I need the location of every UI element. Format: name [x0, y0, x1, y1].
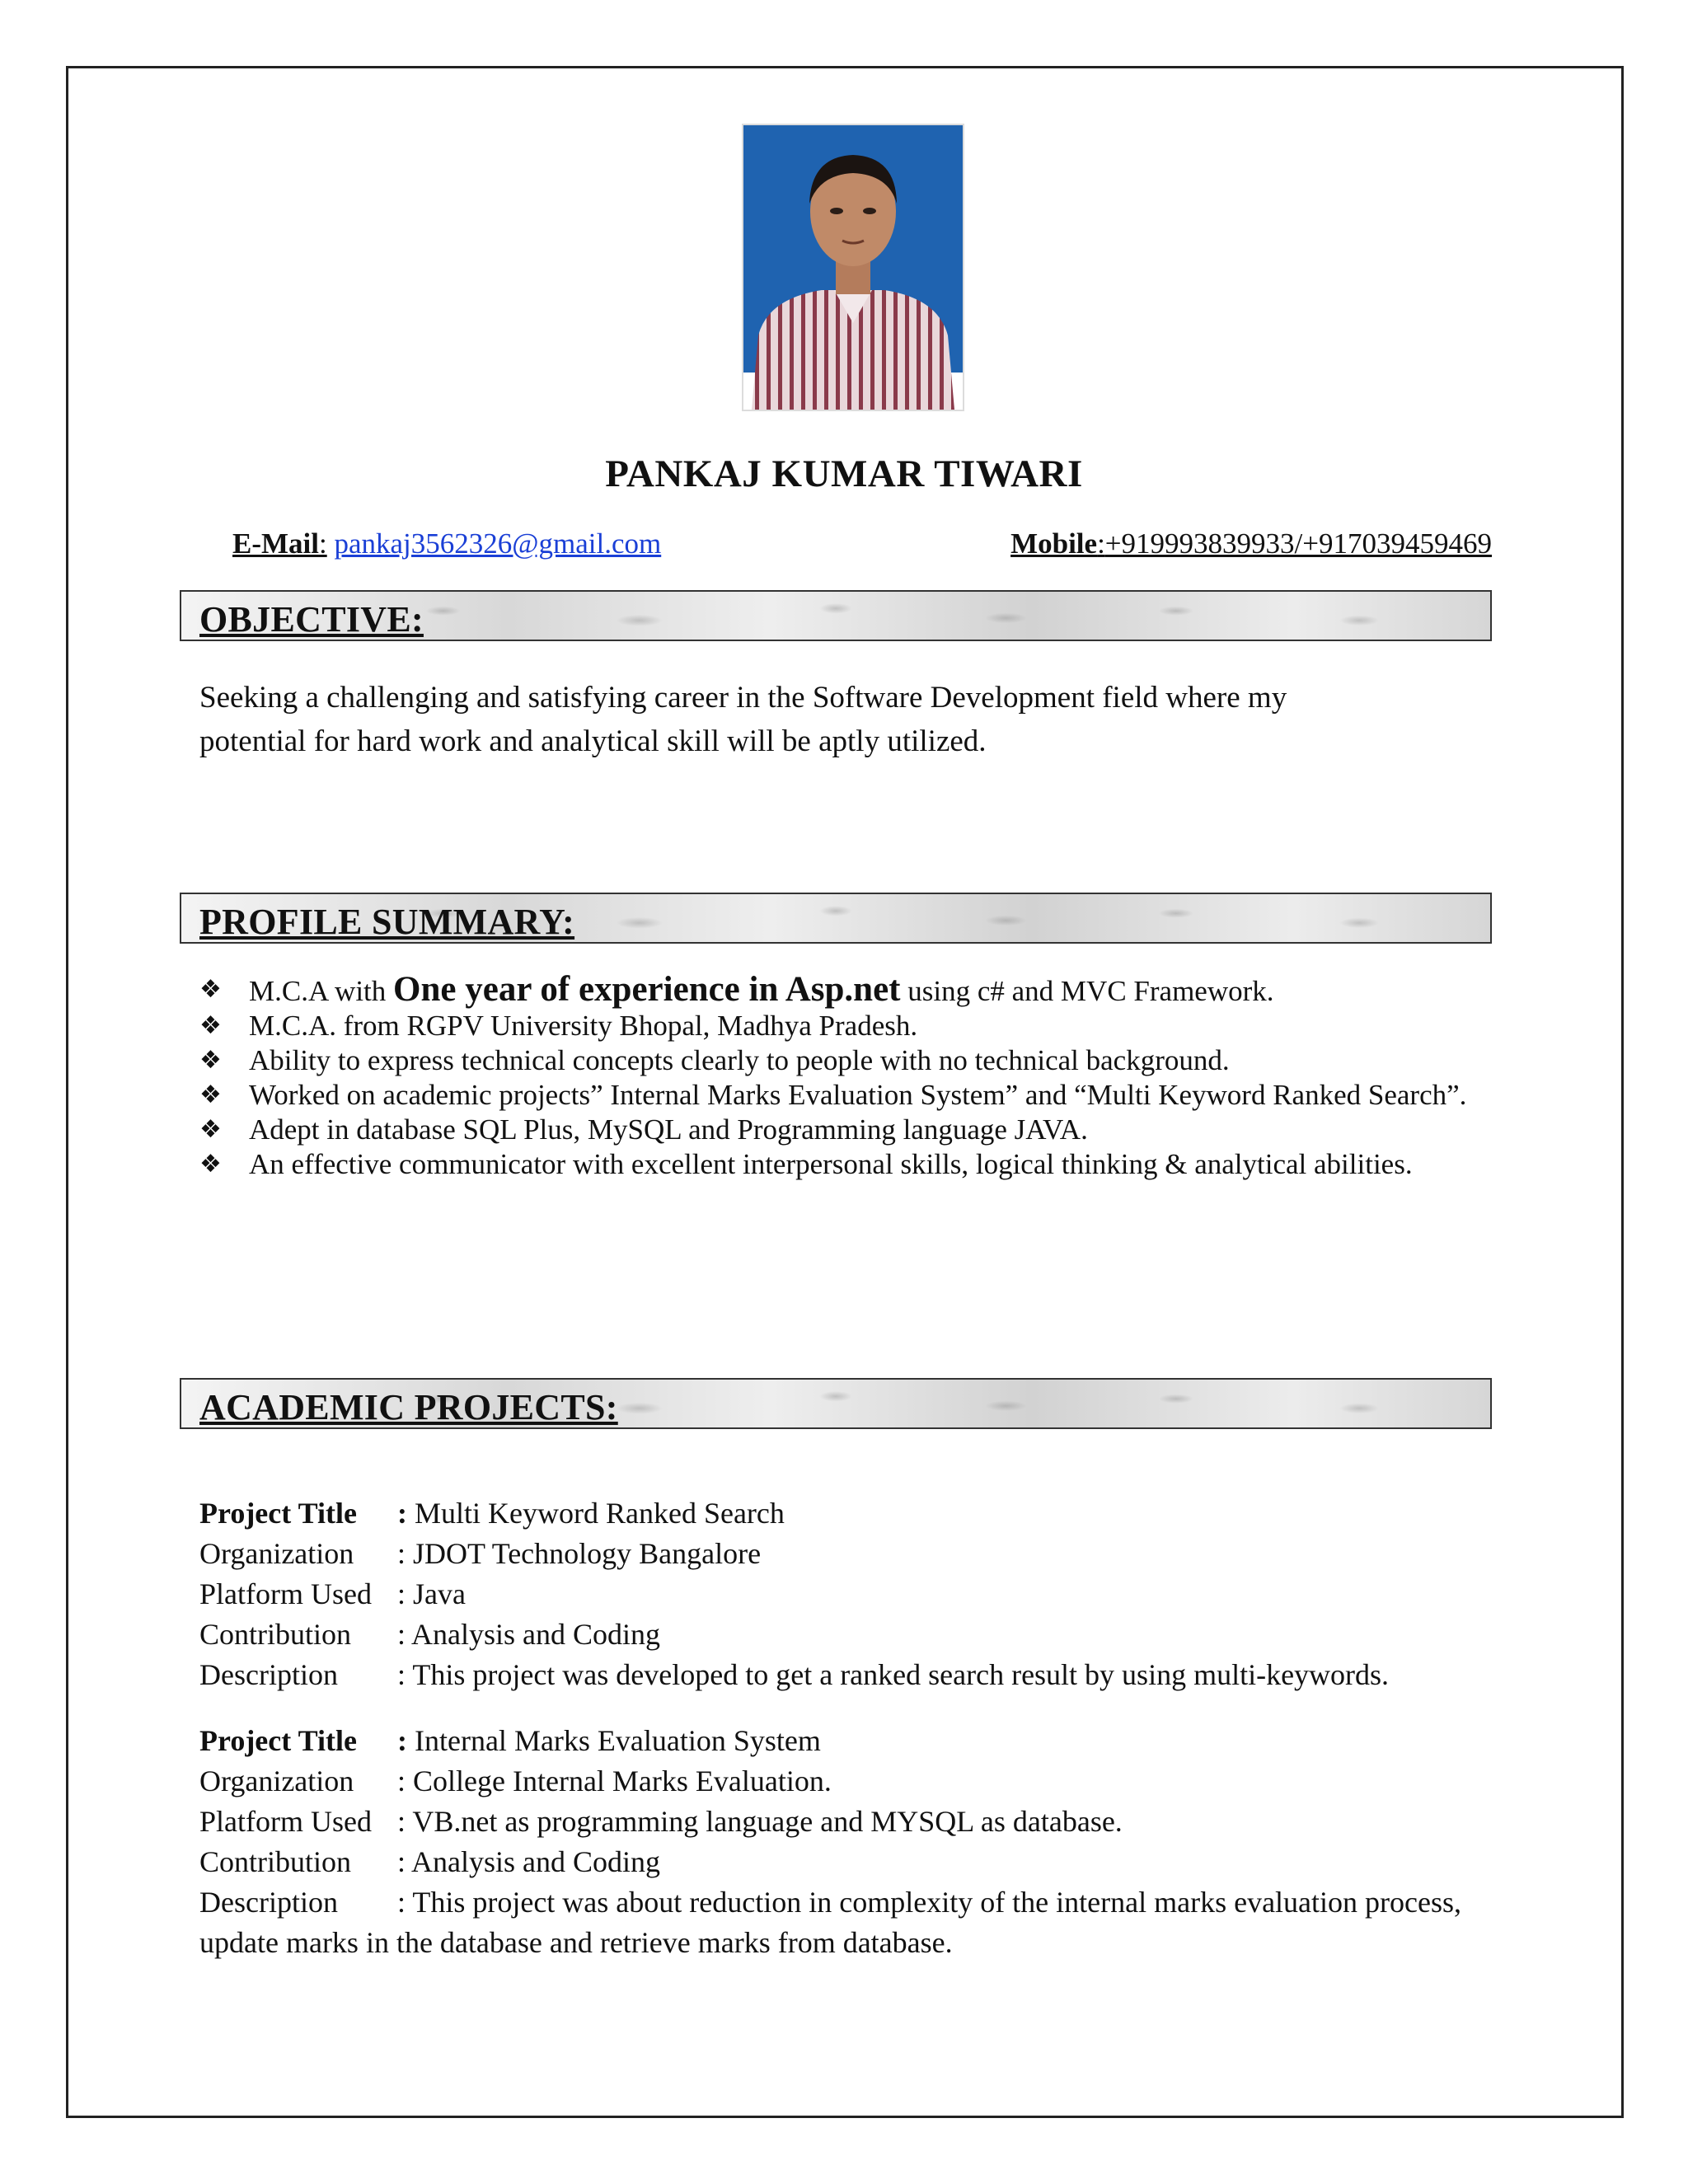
description-row [199, 1882, 1502, 1923]
profile-photo [742, 124, 964, 411]
platform-value: : Java [397, 1577, 466, 1610]
diamond-bullet-icon: ❖ [199, 1046, 222, 1075]
description-label: Description [199, 1886, 338, 1919]
summary-item-1-highlight: One year of experience in Asp.net [393, 970, 901, 1009]
summary-item-3: Ability to express technical concepts clearly to people with no technical background. [249, 1044, 1230, 1076]
list-item [199, 972, 1502, 1009]
platform-label: Platform Used [199, 1577, 372, 1610]
organization-row [199, 1761, 1502, 1802]
platform-row [199, 1802, 1502, 1842]
project-title-row [199, 1721, 1502, 1761]
platform-value: : VB.net as programming language and MYSQL as database. [397, 1805, 1123, 1838]
organization-label: Organization [199, 1765, 354, 1797]
profile-summary-heading: PROFILE SUMMARY: [199, 902, 575, 942]
description-value: : This project was developed to get a ranked search result by using multi-keywords. [397, 1658, 1390, 1691]
organization-value: : JDOT Technology Bangalore [397, 1537, 762, 1570]
candidate-name: PANKAJ KUMAR TIWARI [605, 452, 1083, 495]
organization-row [199, 1534, 1502, 1574]
contribution-value: : Analysis and Coding [397, 1618, 661, 1651]
email-line [232, 527, 661, 560]
organization-label: Organization [199, 1537, 354, 1570]
contribution-row [199, 1615, 1502, 1655]
list-item [199, 1113, 1502, 1147]
profile-summary-heading-band [180, 893, 1492, 944]
mobile-separator: : [1097, 527, 1105, 560]
description-row [199, 1655, 1502, 1695]
academic-projects-heading-band [180, 1378, 1492, 1429]
project-title-value: : Multi Keyword Ranked Search [397, 1497, 785, 1530]
contribution-value: : Analysis and Coding [397, 1845, 661, 1878]
diamond-bullet-icon: ❖ [199, 1011, 222, 1040]
contribution-row [199, 1842, 1502, 1882]
profile-summary-list [199, 972, 1502, 1182]
summary-item-5: Adept in database SQL Plus, MySQL and Programming language JAVA. [249, 1113, 1088, 1146]
project-2 [199, 1721, 1502, 1963]
summary-item-1-post: using c# and MVC Framework. [900, 975, 1274, 1007]
summary-item-4: Worked on academic projects” Internal Marks Evaluation System” and “Multi Keyword Ranked Search”. [249, 1079, 1467, 1111]
description-label: Description [199, 1658, 338, 1691]
summary-item-6: An effective communicator with excellent interpersonal skills, logical thinking & analytical abilities. [249, 1148, 1413, 1180]
project-title-row [199, 1493, 1502, 1534]
platform-row [199, 1574, 1502, 1615]
mobile-label: Mobile [1010, 527, 1098, 560]
description-continuation: update marks in the database and retrieve marks from database. [199, 1926, 953, 1959]
project-title-label: Project Title [199, 1724, 357, 1757]
list-item [199, 1043, 1502, 1078]
project-title-value: : Internal Marks Evaluation System [397, 1724, 821, 1757]
list-item [199, 1078, 1502, 1113]
platform-label: Platform Used [199, 1805, 372, 1838]
objective-heading: OBJECTIVE: [199, 599, 424, 640]
email-label: E-Mail [232, 527, 319, 560]
contribution-label: Contribution [199, 1845, 352, 1878]
project-1 [199, 1493, 1502, 1695]
diamond-bullet-icon: ❖ [199, 975, 222, 1004]
summary-item-1-pre: M.C.A with [249, 975, 394, 1007]
list-item [199, 1147, 1502, 1182]
diamond-bullet-icon: ❖ [199, 1115, 222, 1144]
list-item [199, 1009, 1502, 1043]
summary-item-2: M.C.A. from RGPV University Bhopal, Madhya Pradesh. [249, 1010, 918, 1042]
email-link[interactable]: pankaj3562326@gmail.com [334, 527, 662, 560]
description-value: : This project was about reduction in complexity of the internal marks evaluation process, [397, 1886, 1461, 1919]
objective-text: Seeking a challenging and satisfying career in the Software Development field where my potential for hard work and analytical skill will be aptly utilized. [199, 681, 1287, 758]
email-separator: : [318, 527, 327, 560]
diamond-bullet-icon: ❖ [199, 1080, 222, 1109]
organization-value: : College Internal Marks Evaluation. [397, 1765, 832, 1797]
project-title-label: Project Title [199, 1497, 357, 1530]
objective-heading-band [180, 590, 1492, 641]
diamond-bullet-icon: ❖ [199, 1150, 222, 1179]
mobile-number: +919993839933/+917039459469 [1104, 527, 1492, 560]
contribution-label: Contribution [199, 1618, 352, 1651]
academic-projects-heading: ACADEMIC PROJECTS: [199, 1387, 618, 1427]
mobile-line [1010, 527, 1492, 560]
